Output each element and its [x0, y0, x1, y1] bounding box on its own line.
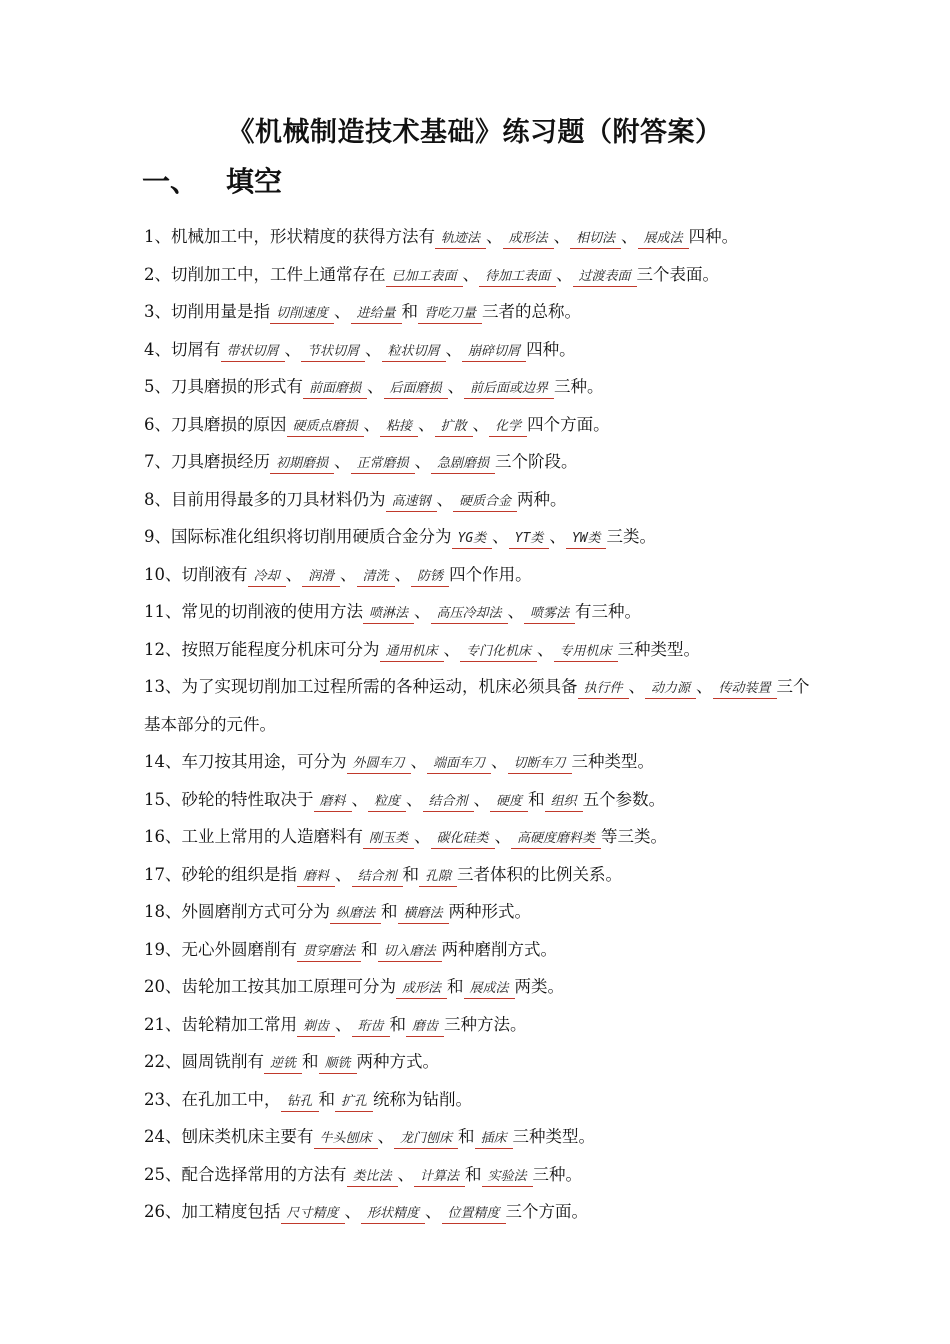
- answer-blank: 轨迹法: [435, 230, 486, 249]
- answer-blank: 硬质点磨损: [287, 418, 364, 437]
- answer-blank: 通用机床: [380, 643, 444, 662]
- question-text: 、: [486, 227, 503, 246]
- question-text: 15、砂轮的特性取决于: [144, 789, 314, 809]
- question-text: 、: [335, 864, 352, 884]
- answer-blank: 动力源: [645, 680, 696, 699]
- answer-blank: 带状切屑: [221, 343, 285, 362]
- question-line: [144, 406, 824, 444]
- answer-blank: 龙门刨床: [394, 1130, 458, 1149]
- question-text: 和: [401, 302, 419, 321]
- answer-blank: 正常磨损: [351, 455, 415, 474]
- question-line: [144, 968, 824, 1006]
- answer-blank: 前后面或边界: [464, 380, 554, 399]
- question-text: 、: [285, 564, 303, 584]
- question-line: [144, 856, 824, 894]
- question-text: 19、无心外圆磨削有: [144, 939, 297, 959]
- answer-blank: 润滑: [302, 568, 340, 587]
- answer-blank: 顺铣: [319, 1055, 357, 1074]
- question-text: 、: [425, 1202, 442, 1221]
- answer-blank: 相切法: [570, 230, 621, 249]
- answer-blank: 切断车刀: [508, 755, 572, 774]
- question-text: 3、切削用量是指: [144, 302, 270, 321]
- answer-blank: YW类: [566, 530, 607, 549]
- question-line: [144, 556, 824, 594]
- answer-blank: 硬质合金: [453, 493, 517, 512]
- question-text: 11、常见的切削液的使用方法: [144, 602, 363, 621]
- answer-blank: 纵磨法: [330, 905, 381, 924]
- question-text: 三种类型。: [571, 752, 655, 771]
- answer-blank: 高硬度磨料类: [511, 830, 601, 849]
- answer-blank: 初期磨损: [270, 455, 334, 474]
- question-text: 等三类。: [601, 827, 668, 846]
- document-title: 《机械制造技术基础》练习题（附答案）: [227, 117, 723, 148]
- answer-blank: 结合剂: [352, 868, 403, 887]
- answer-blank: 成形法: [396, 980, 447, 999]
- answer-blank: 传动装置: [713, 680, 777, 699]
- answer-blank: 刚玉类: [363, 830, 414, 849]
- section-heading: [142, 160, 282, 200]
- answer-blank: 喷淋法: [363, 605, 414, 624]
- question-text: 、: [410, 752, 428, 771]
- answer-blank: 防锈: [411, 568, 449, 587]
- question-list: [144, 218, 824, 1231]
- question-text: 25、配合选择常用的方法有: [144, 1164, 347, 1184]
- answer-blank: 贯穿磨法: [297, 943, 361, 962]
- question-text: 、: [365, 339, 382, 359]
- question-text: 、: [377, 1127, 395, 1146]
- question-text: 、: [491, 752, 508, 771]
- question-text: 8、目前用得最多的刀具材料仍为: [144, 489, 386, 509]
- question-text: 五个参数。: [582, 789, 666, 809]
- question-text: 三个基本部分的元件。: [144, 677, 810, 734]
- question-text: 6、刀具磨损的原因: [144, 414, 287, 434]
- answer-blank: YT类: [509, 530, 550, 549]
- question-text: 9、国际标准化组织将切削用硬质合金分为: [144, 527, 452, 546]
- question-text: 三类。: [606, 527, 656, 546]
- answer-blank: 扩孔: [335, 1093, 373, 1112]
- answer-blank: 已加工表面: [386, 268, 463, 287]
- question-text: 26、加工精度包括: [144, 1202, 281, 1221]
- question-text: 、: [443, 639, 461, 659]
- question-text: 、: [696, 677, 713, 696]
- question-text: 、: [344, 1202, 362, 1221]
- question-text: 、: [445, 339, 463, 359]
- question-text: 三个方面。: [505, 1202, 589, 1221]
- question-text: 、: [334, 452, 351, 471]
- question-line: [144, 481, 824, 519]
- question-text: 和: [318, 1089, 336, 1109]
- answer-blank: 类比法: [347, 1168, 398, 1187]
- answer-blank: 牛头刨床: [314, 1130, 378, 1149]
- question-text: 、: [394, 564, 412, 584]
- answer-blank: 粘接: [380, 418, 418, 437]
- answer-blank: 急剧磨损: [431, 455, 495, 474]
- answer-blank: 切削速度: [270, 305, 334, 324]
- question-text: 14、车刀按其用途，可分为: [144, 752, 347, 771]
- answer-blank: 磨料: [314, 793, 352, 812]
- question-text: 和: [465, 1164, 482, 1184]
- question-text: 、: [340, 564, 357, 584]
- question-text: 、: [507, 602, 525, 621]
- question-text: 、: [537, 639, 554, 659]
- question-line: [144, 256, 824, 294]
- question-text: 有三种。: [575, 602, 642, 621]
- answer-blank: 过渡表面: [573, 268, 637, 287]
- question-text: 24、刨床类机床主要有: [144, 1127, 314, 1146]
- answer-blank: 外圆车刀: [347, 755, 411, 774]
- question-text: 12、按照万能程度分机床可分为: [144, 639, 380, 659]
- question-text: 17、砂轮的组织是指: [144, 864, 297, 884]
- question-text: 两种磨削方式。: [441, 939, 558, 959]
- question-text: 、: [334, 302, 351, 321]
- question-text: 、: [414, 452, 432, 471]
- answer-blank: 喷雾法: [524, 605, 575, 624]
- question-text: 两类。: [514, 977, 565, 996]
- question-line: [144, 893, 824, 931]
- answer-blank: 粒度: [368, 793, 406, 812]
- question-text: 三个阶段。: [495, 452, 578, 471]
- question-text: 和: [302, 1052, 319, 1071]
- answer-blank: 高压冷却法: [431, 605, 508, 624]
- question-text: 三种类型。: [512, 1127, 596, 1146]
- answer-blank: 崩碎切屑: [462, 343, 526, 362]
- answer-blank: 珩齿: [352, 1018, 390, 1037]
- question-line: [144, 931, 824, 969]
- question-line: [144, 818, 824, 856]
- answer-blank: 磨料: [297, 868, 335, 887]
- answer-blank: 剃齿: [297, 1018, 335, 1037]
- answer-blank: 孔隙: [419, 868, 457, 887]
- question-text: 四种。: [526, 339, 576, 359]
- question-line: [144, 668, 824, 743]
- section-title: 填空: [226, 165, 283, 198]
- answer-blank: 实验法: [482, 1168, 533, 1187]
- answer-blank: 专门化机床: [460, 643, 537, 662]
- answer-blank: 前面磨损: [303, 380, 367, 399]
- question-text: 23、在孔加工中，: [144, 1089, 281, 1109]
- question-text: 和: [389, 1014, 407, 1034]
- question-text: 和: [528, 789, 545, 809]
- answer-blank: 冷却: [248, 568, 286, 587]
- question-line: [144, 1118, 824, 1156]
- question-text: 、: [556, 264, 573, 284]
- answer-blank: 横磨法: [398, 905, 449, 924]
- question-text: 三者的总称。: [482, 302, 582, 321]
- question-text: 16、工业上常用的人造磨料有: [144, 827, 363, 846]
- answer-blank: 清洗: [357, 568, 395, 587]
- question-line: [144, 293, 824, 331]
- question-text: 、: [397, 1164, 415, 1184]
- question-text: 和: [458, 1127, 475, 1146]
- answer-blank: 组织: [545, 793, 583, 812]
- question-text: 18、外圆磨削方式可分为: [144, 902, 330, 921]
- question-line: [144, 368, 824, 406]
- question-text: 10、切削液有: [144, 564, 248, 584]
- question-text: 、: [462, 264, 480, 284]
- question-text: 、: [473, 789, 491, 809]
- answer-blank: YG类: [452, 530, 493, 549]
- question-text: 、: [472, 414, 490, 434]
- question-text: 1、机械加工中，形状精度的获得方法有: [144, 227, 435, 246]
- question-text: 和: [447, 977, 464, 996]
- question-text: 四种。: [688, 227, 739, 246]
- question-line: [144, 781, 824, 819]
- question-line: [144, 331, 824, 369]
- question-text: 、: [494, 827, 512, 846]
- question-text: 和: [381, 902, 398, 921]
- question-text: 三个表面。: [636, 264, 720, 284]
- question-text: 、: [335, 1014, 352, 1034]
- question-text: 两种方式。: [356, 1052, 440, 1071]
- question-text: 7、刀具磨损经历: [144, 452, 270, 471]
- answer-blank: 尺寸精度: [281, 1205, 345, 1224]
- question-text: 5、刀具磨损的形式有: [144, 377, 303, 396]
- question-line: [144, 1043, 824, 1081]
- answer-blank: 计算法: [414, 1168, 465, 1187]
- answer-blank: 结合剂: [423, 793, 474, 812]
- answer-blank: 执行件: [578, 680, 629, 699]
- question-text: 、: [436, 489, 454, 509]
- answer-blank: 化学: [489, 418, 527, 437]
- question-text: 、: [351, 789, 369, 809]
- section-number: 一、: [142, 165, 199, 198]
- question-text: 、: [367, 377, 384, 396]
- answer-blank: 钻孔: [281, 1093, 319, 1112]
- question-text: 、: [414, 827, 431, 846]
- question-text: 两种。: [517, 489, 567, 509]
- question-text: 、: [414, 602, 431, 621]
- question-text: 三者体积的比例关系。: [457, 864, 623, 884]
- answer-blank: 进给量: [351, 305, 402, 324]
- answer-blank: 展成法: [638, 230, 689, 249]
- question-text: 四个方面。: [527, 414, 610, 434]
- question-line: [144, 518, 824, 556]
- question-text: 、: [406, 789, 423, 809]
- question-text: 四个作用。: [449, 564, 532, 584]
- question-text: 和: [361, 939, 378, 959]
- question-line: [144, 1193, 824, 1231]
- question-text: 三种。: [532, 1164, 583, 1184]
- question-text: 21、齿轮精加工常用: [144, 1014, 297, 1034]
- question-text: 、: [418, 414, 435, 434]
- question-text: 两种形式。: [448, 902, 532, 921]
- question-text: 、: [549, 527, 566, 546]
- answer-blank: 硬度: [490, 793, 528, 812]
- question-text: 和: [402, 864, 420, 884]
- question-text: 、: [492, 527, 509, 546]
- question-line: [144, 1156, 824, 1194]
- answer-blank: 磨齿: [406, 1018, 444, 1037]
- answer-blank: 端面车刀: [427, 755, 491, 774]
- answer-blank: 后面磨损: [384, 380, 448, 399]
- answer-blank: 扩散: [435, 418, 473, 437]
- question-text: 三种方法。: [444, 1014, 527, 1034]
- answer-blank: 位置精度: [442, 1205, 506, 1224]
- question-line: [144, 1006, 824, 1044]
- answer-blank: 粒状切屑: [382, 343, 446, 362]
- question-line: [144, 443, 824, 481]
- question-text: 20、齿轮加工按其加工原理可分为: [144, 977, 396, 996]
- answer-blank: 切入磨法: [378, 943, 442, 962]
- question-line: [144, 631, 824, 669]
- question-text: 13、为了实现切削加工过程所需的各种运动，机床必须具备: [144, 677, 578, 696]
- question-text: 、: [447, 377, 465, 396]
- answer-blank: 碳化硅类: [431, 830, 495, 849]
- question-text: 22、圆周铣削有: [144, 1052, 264, 1071]
- question-line: [144, 218, 824, 256]
- question-line: [144, 1081, 824, 1119]
- answer-blank: 背吃刀量: [418, 305, 482, 324]
- question-text: 、: [284, 339, 302, 359]
- question-text: 2、切削加工中，工件上通常存在: [144, 264, 386, 284]
- question-text: 三种类型。: [617, 639, 701, 659]
- question-text: 、: [553, 227, 571, 246]
- answer-blank: 节状切屑: [301, 343, 365, 362]
- answer-blank: 待加工表面: [479, 268, 556, 287]
- question-text: 三种。: [554, 377, 604, 396]
- question-line: [144, 593, 824, 631]
- answer-blank: 展成法: [464, 980, 515, 999]
- answer-blank: 高速钢: [386, 493, 437, 512]
- question-text: 、: [621, 227, 638, 246]
- question-line: [144, 743, 824, 781]
- question-text: 、: [628, 677, 646, 696]
- question-text: 统称为钻削。: [373, 1089, 473, 1109]
- answer-blank: 逆铣: [264, 1055, 302, 1074]
- question-text: 、: [363, 414, 381, 434]
- question-text: 4、切屑有: [144, 339, 221, 359]
- answer-blank: 专用机床: [554, 643, 618, 662]
- answer-blank: 成形法: [503, 230, 554, 249]
- answer-blank: 插床: [475, 1130, 513, 1149]
- answer-blank: 形状精度: [361, 1205, 425, 1224]
